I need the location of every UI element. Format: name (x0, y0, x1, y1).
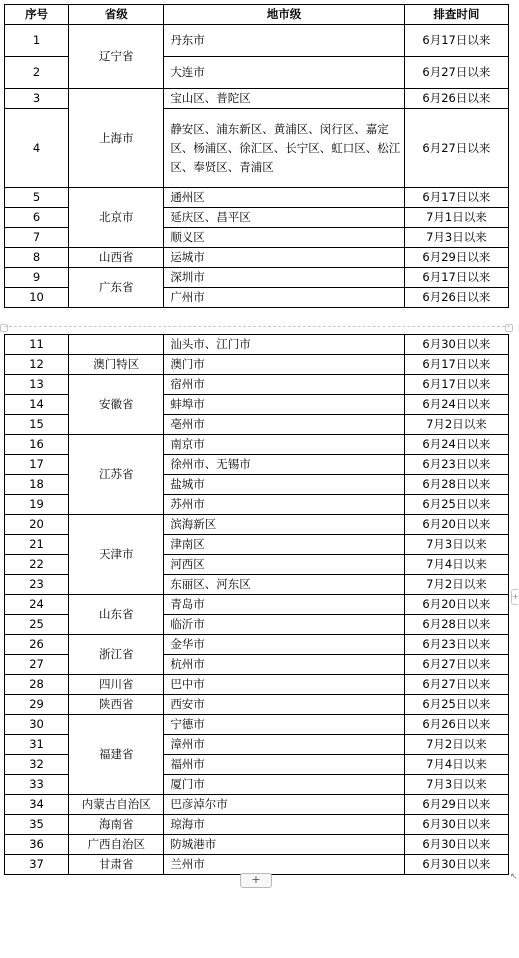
cell-seq: 5 (5, 188, 69, 208)
cell-province: 山西省 (69, 248, 164, 268)
cell-seq: 24 (5, 595, 69, 615)
cell-time: 6月28日以来 (404, 615, 508, 635)
cell-city: 防城港市 (164, 835, 404, 855)
cell-time: 6月26日以来 (404, 89, 508, 109)
cell-city: 青岛市 (164, 595, 404, 615)
cell-seq: 35 (5, 815, 69, 835)
cell-seq: 13 (5, 375, 69, 395)
cell-city: 兰州市 (164, 855, 404, 875)
cell-province: 广东省 (69, 268, 164, 308)
page-break-divider (0, 324, 517, 330)
cell-city: 东丽区、河东区 (164, 575, 404, 595)
cell-time: 6月30日以来 (404, 815, 508, 835)
cell-time: 6月27日以来 (404, 57, 508, 89)
table-row (5, 635, 509, 655)
cell-seq: 20 (5, 515, 69, 535)
table-row (5, 335, 509, 355)
cell-province: 山东省 (69, 595, 164, 635)
cell-city: 静安区、浦东新区、黄浦区、闵行区、嘉定区、杨浦区、徐汇区、长宁区、虹口区、松江区、奉贤区、青浦区 (164, 109, 404, 188)
cell-city: 厦门市 (164, 775, 404, 795)
cell-seq: 31 (5, 735, 69, 755)
cell-province: 上海市 (69, 89, 164, 188)
cell-city: 滨海新区 (164, 515, 404, 535)
cell-city: 澳门市 (164, 355, 404, 375)
page-break-marker-right (505, 324, 513, 332)
table-row (5, 815, 509, 835)
cell-city: 宿州市 (164, 375, 404, 395)
cell-province: 澳门特区 (69, 355, 164, 375)
cell-seq: 21 (5, 535, 69, 555)
cell-province: 天津市 (69, 515, 164, 595)
cell-seq: 1 (5, 25, 69, 57)
cell-time: 6月29日以来 (404, 795, 508, 815)
cell-time: 6月17日以来 (404, 375, 508, 395)
cell-seq: 11 (5, 335, 69, 355)
cell-seq: 3 (5, 89, 69, 109)
cell-seq: 10 (5, 288, 69, 308)
cell-time: 6月17日以来 (404, 188, 508, 208)
header-time: 排查时间 (404, 5, 508, 25)
cell-city: 蚌埠市 (164, 395, 404, 415)
cell-seq: 23 (5, 575, 69, 595)
cell-city: 运城市 (164, 248, 404, 268)
cell-city: 大连市 (164, 57, 404, 89)
cell-time: 7月4日以来 (404, 755, 508, 775)
cell-seq: 29 (5, 695, 69, 715)
cell-time: 6月17日以来 (404, 268, 508, 288)
cell-time: 6月17日以来 (404, 25, 508, 57)
cell-time: 7月2日以来 (404, 575, 508, 595)
cell-time: 6月17日以来 (404, 355, 508, 375)
cell-time: 6月30日以来 (404, 335, 508, 355)
table-row (5, 835, 509, 855)
cell-time: 6月24日以来 (404, 435, 508, 455)
cell-time: 6月27日以来 (404, 109, 508, 188)
cell-seq: 33 (5, 775, 69, 795)
add-row-button[interactable]: + (240, 873, 272, 888)
cell-seq: 16 (5, 435, 69, 455)
cell-city: 临沂市 (164, 615, 404, 635)
table-row (5, 675, 509, 695)
cell-time: 7月3日以来 (404, 535, 508, 555)
cell-seq: 18 (5, 475, 69, 495)
cell-city: 广州市 (164, 288, 404, 308)
cell-time: 6月30日以来 (404, 835, 508, 855)
cell-city: 漳州市 (164, 735, 404, 755)
cell-seq: 34 (5, 795, 69, 815)
cell-seq: 2 (5, 57, 69, 89)
cell-time: 6月24日以来 (404, 395, 508, 415)
table-corner-icon[interactable]: ↖ (510, 872, 518, 882)
cell-seq: 27 (5, 655, 69, 675)
cell-seq: 17 (5, 455, 69, 475)
cell-seq: 28 (5, 675, 69, 695)
cell-time: 6月23日以来 (404, 455, 508, 475)
header-seq: 序号 (5, 5, 69, 25)
cell-seq: 15 (5, 415, 69, 435)
cell-time: 6月20日以来 (404, 515, 508, 535)
cell-city: 杭州市 (164, 655, 404, 675)
page-break-line (4, 326, 510, 327)
cell-seq: 7 (5, 228, 69, 248)
cell-seq: 36 (5, 835, 69, 855)
cell-province: 四川省 (69, 675, 164, 695)
cell-seq: 22 (5, 555, 69, 575)
cell-province: 辽宁省 (69, 25, 164, 89)
cell-time: 7月2日以来 (404, 735, 508, 755)
cell-seq: 4 (5, 109, 69, 188)
cell-province: 浙江省 (69, 635, 164, 675)
cell-city: 深圳市 (164, 268, 404, 288)
page-break-marker-left (0, 324, 8, 332)
cell-seq: 19 (5, 495, 69, 515)
header-province: 省级 (69, 5, 164, 25)
table-row (5, 855, 509, 875)
cell-province: 北京市 (69, 188, 164, 248)
table-row (5, 89, 509, 109)
cell-time: 7月4日以来 (404, 555, 508, 575)
investigation-table-page1 (4, 4, 509, 308)
cell-city: 苏州市 (164, 495, 404, 515)
cell-time: 6月23日以来 (404, 635, 508, 655)
cell-time: 6月30日以来 (404, 855, 508, 875)
cell-seq: 25 (5, 615, 69, 635)
cell-time: 6月29日以来 (404, 248, 508, 268)
cell-time: 6月25日以来 (404, 695, 508, 715)
cell-seq: 6 (5, 208, 69, 228)
cell-city: 巴彦淖尔市 (164, 795, 404, 815)
cell-city: 福州市 (164, 755, 404, 775)
cell-province: 福建省 (69, 715, 164, 795)
cell-province: 江苏省 (69, 435, 164, 515)
table-row (5, 715, 509, 735)
cell-city: 通州区 (164, 188, 404, 208)
table-row (5, 795, 509, 815)
table-row (5, 268, 509, 288)
cell-seq: 30 (5, 715, 69, 735)
cell-seq: 37 (5, 855, 69, 875)
cell-city: 延庆区、昌平区 (164, 208, 404, 228)
cell-seq: 26 (5, 635, 69, 655)
cell-time: 6月28日以来 (404, 475, 508, 495)
cell-province: 甘肃省 (69, 855, 164, 875)
table-row (5, 515, 509, 535)
cell-seq: 32 (5, 755, 69, 775)
table-row (5, 248, 509, 268)
cell-city: 金华市 (164, 635, 404, 655)
cell-time: 7月1日以来 (404, 208, 508, 228)
cell-province: 安徽省 (69, 375, 164, 435)
cell-province: 海南省 (69, 815, 164, 835)
table-row (5, 695, 509, 715)
cell-province: 陕西省 (69, 695, 164, 715)
cell-city: 汕头市、江门市 (164, 335, 404, 355)
table-header-row (5, 5, 509, 25)
cell-city: 西安市 (164, 695, 404, 715)
investigation-table-page2 (4, 334, 509, 875)
cell-province (69, 335, 164, 355)
header-city: 地市级 (164, 5, 404, 25)
cell-city: 巴中市 (164, 675, 404, 695)
cell-time: 6月25日以来 (404, 495, 508, 515)
cell-city: 河西区 (164, 555, 404, 575)
cell-city: 徐州市、无锡市 (164, 455, 404, 475)
table-row (5, 435, 509, 455)
cell-time: 7月3日以来 (404, 775, 508, 795)
cell-time: 7月3日以来 (404, 228, 508, 248)
cell-city: 琼海市 (164, 815, 404, 835)
cell-time: 7月2日以来 (404, 415, 508, 435)
cell-province: 广西自治区 (69, 835, 164, 855)
cell-time: 6月27日以来 (404, 675, 508, 695)
cell-city: 丹东市 (164, 25, 404, 57)
table-row (5, 355, 509, 375)
cell-time: 6月26日以来 (404, 715, 508, 735)
cell-city: 南京市 (164, 435, 404, 455)
table-row (5, 595, 509, 615)
cell-seq: 12 (5, 355, 69, 375)
cell-time: 6月27日以来 (404, 655, 508, 675)
cell-city: 盐城市 (164, 475, 404, 495)
table-resize-handle[interactable]: + (511, 589, 518, 605)
table-row (5, 375, 509, 395)
cell-province: 内蒙古自治区 (69, 795, 164, 815)
cell-time: 6月26日以来 (404, 288, 508, 308)
cell-city: 顺义区 (164, 228, 404, 248)
cell-city: 宝山区、普陀区 (164, 89, 404, 109)
cell-time: 6月20日以来 (404, 595, 508, 615)
cell-city: 津南区 (164, 535, 404, 555)
cell-seq: 8 (5, 248, 69, 268)
cell-city: 宁德市 (164, 715, 404, 735)
cell-seq: 9 (5, 268, 69, 288)
table-row (5, 188, 509, 208)
table-row (5, 25, 509, 57)
cell-city: 亳州市 (164, 415, 404, 435)
cell-seq: 14 (5, 395, 69, 415)
